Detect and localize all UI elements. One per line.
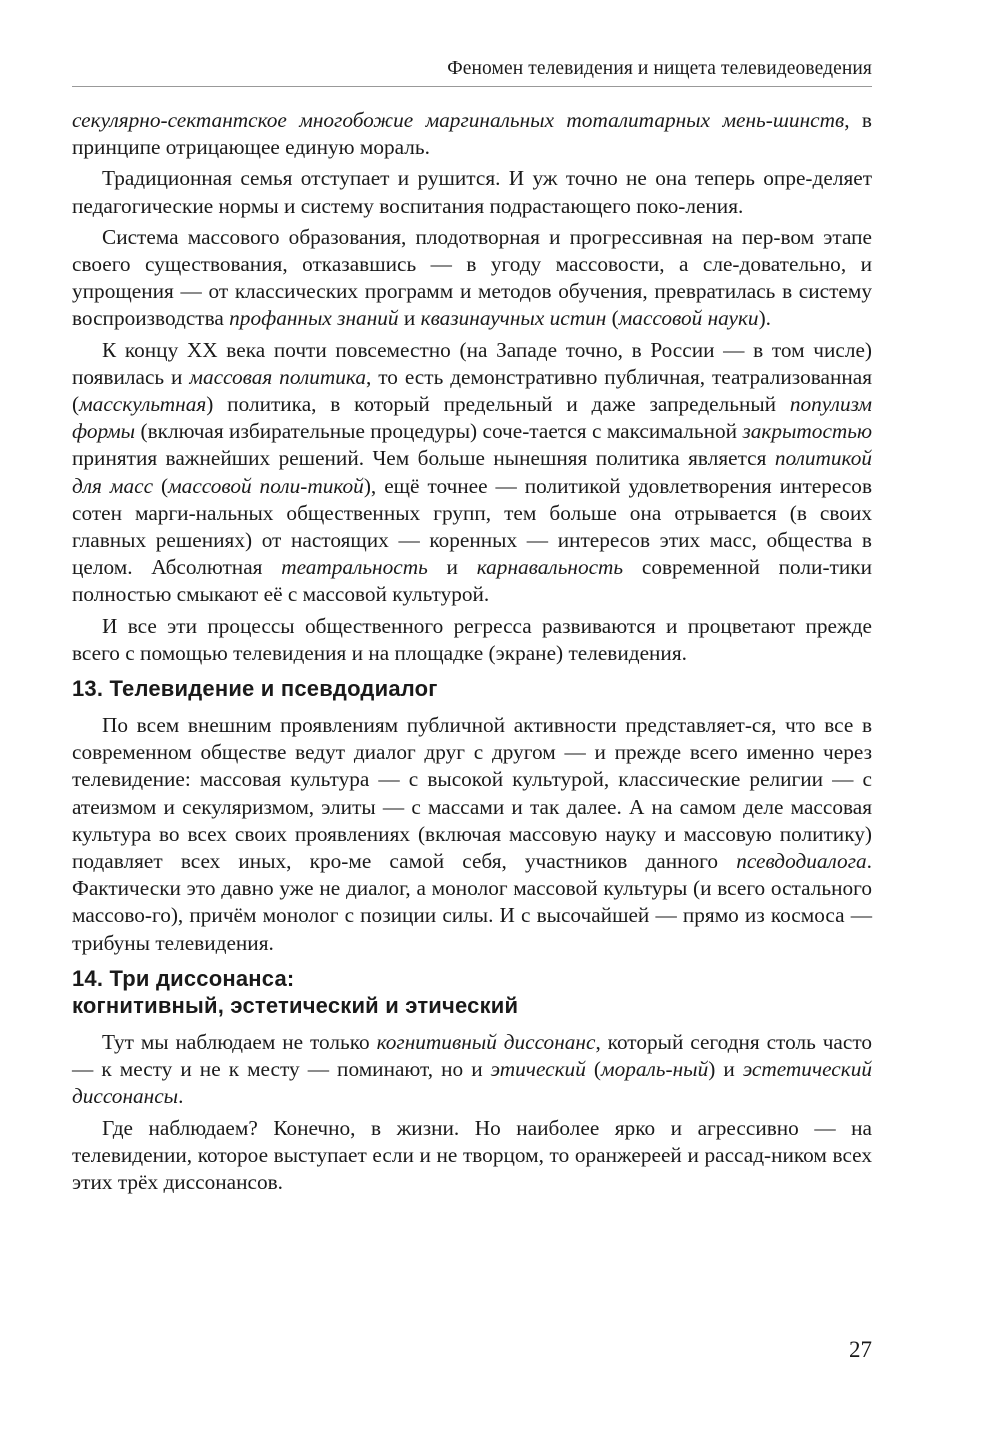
section-heading-14-line2: когнитивный, эстетический и этический <box>72 992 519 1018</box>
paragraph: Где наблюдаем? Конечно, в жизни. Но наиболее ярко и агрессивно — на телевидении, которое выступает если и не творцом, то оранжереей и рассад-ником всех этих трёх диссонансов. <box>72 1115 872 1194</box>
section-heading-14 <box>72 965 872 1019</box>
section-heading-13: 13. Телевидение и псевдодиалог <box>72 676 438 702</box>
paragraph: Система массового образования, плодотворная и прогрессивная на пер-вом этапе своего существования, отказавшись — в угоду массовости, а сле-довательно, и упрощения — от классических программ и методов обучения, превратилась в систему воспроизводства профанных знаний и квазинаучных истин (массовой науки). <box>72 224 872 331</box>
paragraph: К концу XX века почти повсеместно (на Западе точно, в России — в том числе) появилась и массовая политика, то есть демонстративно публичная, театрализованная (масскультная) политика, в который предельный и даже запредельный популизм формы (включая избирательные процедуры) соче-тается с максимальной закрытостью принятия важнейших решений. Чем больше нынешняя политика является политикой для масс (массовой поли-тикой), ещё точнее — политикой удовлетворения интересов сотен марги-нальных общественных групп, тем больше она отрывается (в своих главных решениях) от настоящих — коренных — интересов этих масс, общества в целом. Абсолютная театральность и карнавальность современной поли-тики полностью смыкают её с массовой культурой. <box>72 337 873 607</box>
paragraph: Тут мы наблюдаем не только когнитивный диссонанс, который сегодня столь часто — к месту и не к месту — поминают, но и этический (мораль-ный) и эстетический диссонансы. <box>72 1029 872 1109</box>
paragraph: Традиционная семья отступает и рушится. И уж точно не она теперь опре-деляет педагогические нормы и систему воспитания подрастающего поко-ления. <box>72 166 872 218</box>
paragraph: секулярно-сектантское многобожие маргинальных тоталитарных мень-шинств, в принципе отрицающее единую мораль. <box>72 108 872 160</box>
page-number: 27 <box>849 1337 872 1362</box>
paragraph: И все эти процессы общественного регресса развиваются и процветают прежде всего с помощью телевидения и на площадке (экране) телевидения. <box>72 613 872 665</box>
header-rule <box>72 86 872 87</box>
section-heading-14-line1: 14. Три диссонанса: <box>72 965 295 991</box>
page-body <box>72 107 872 1200</box>
paragraph: По всем внешним проявлениям публичной активности представляет-ся, что все в современном обществе ведут диалог друг с другом — и прежде всего именно через телевидение: массовая культура — с высокой культурой, классические религии — с атеизмом и секуляризмом, элиты — с массами и так далее. А на самом деле массовая культура во всех своих проявлениях (включая массовую науку и массовую политику) подавляет всех иных, кро-ме самой себя, участников данного псевдодиалога. Фактически это давно уже не диалог, а монолог массовой культуры (и всего остального массово-го), причём монолог с позиции силы. И с высочайшей — прямо из космоса — трибуны телевидения. <box>72 713 872 955</box>
running-head: Феномен телевидения и нищета телевидеоведения <box>447 58 872 79</box>
